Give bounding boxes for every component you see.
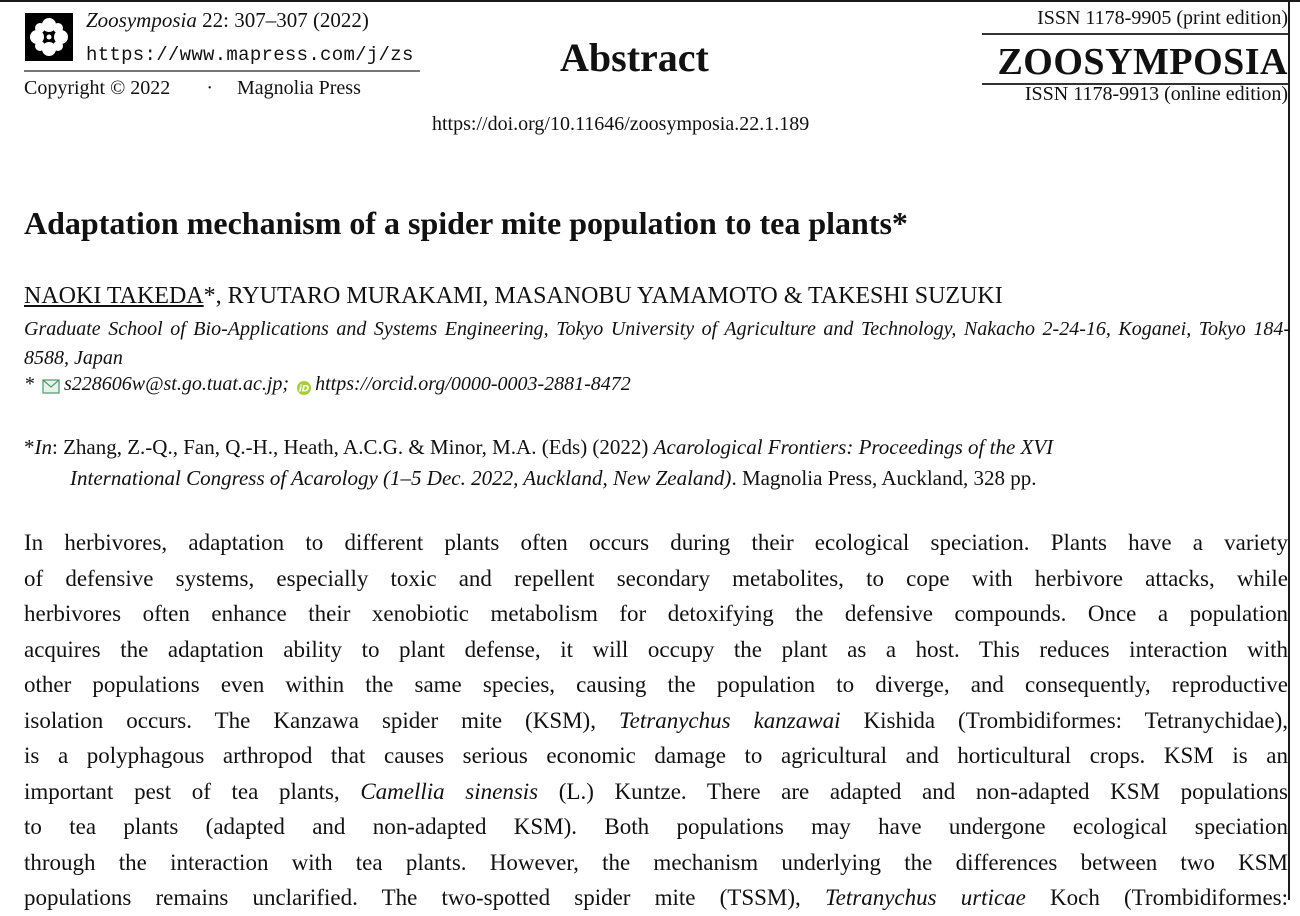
- proceedings-reference: [24, 432, 1288, 494]
- orcid-icon: [297, 378, 311, 392]
- reference-book-title-1: Acarological Frontiers: Proceedings of the XVI: [653, 435, 1054, 459]
- corresponding-author-link[interactable]: NAOKI TAKEDA: [24, 283, 204, 309]
- abstract-line: other populations even within the same species, causing the population to diverge, and consequently, reproductive: [24, 672, 1288, 697]
- reference-line-1: [24, 432, 1288, 463]
- species-name: Camellia sinensis: [360, 778, 539, 804]
- reference-star: *: [24, 435, 35, 459]
- svg-text:iD: iD: [298, 384, 310, 394]
- abstract-line: of defensive systems, especially toxic and repellent secondary metabolites, to cope with herbivore attacks, while: [24, 565, 1288, 591]
- abstract-line: acquires the adaptation ability to plant defense, it will occupy the plant as a host. This reduces interaction with: [24, 636, 1288, 662]
- reference-book-title-2: International Congress of Acarology (1–5 Dec. 2022, Auckland, New Zealand): [70, 466, 732, 490]
- citation-volume-pages: 22: 307–307 (2022): [196, 8, 369, 32]
- reference-in-label: In: [34, 435, 52, 459]
- orcid-link[interactable]: https://orcid.org/0000-0003-2881-8472: [315, 373, 631, 395]
- abstract-line: is a polyphagous arthropod that causes serious economic damage to agricultural and horticultural crops. KSM is an: [24, 743, 1288, 768]
- copyright-line: [24, 77, 361, 100]
- copyright-text: Copyright © 2022: [24, 77, 171, 99]
- abstract-line: In herbivores, adaptation to different plants often occurs during their ecological speciation. Plants have a variety: [24, 530, 1288, 555]
- author-affiliation: Graduate School of Bio-Applications and Systems Engineering, Tokyo University of Agriculture and Technology, Nakacho 2-24-16, Koganei, Tokyo 184-8588, Japan: [24, 318, 1290, 369]
- page-right-border: [1288, 0, 1290, 900]
- publisher-name: Magnolia Press: [236, 77, 361, 99]
- journal-citation: [86, 8, 369, 33]
- abstract-line: important pest of tea plants, Camellia sinensis (L.) Kuntze. There are adapted and non-adapted KSM populations: [24, 778, 1288, 804]
- email-icon: [42, 377, 60, 392]
- species-name: Tetranychus urticae: [824, 885, 1026, 910]
- reference-editors: : Zhang, Z.-Q., Fan, Q.-H., Heath, A.C.G. & Minor, M.A. (Eds) (2022): [52, 435, 654, 459]
- section-label: Abstract: [560, 35, 709, 80]
- email-link[interactable]: s228606w@st.go.tuat.ac.jp;: [64, 373, 290, 395]
- contact-star: *: [24, 373, 34, 395]
- abstract-line: populations remains unclarified. The two-spotted spider mite (TSSM), Tetranychus urticae Koch (Trombidiformes:: [24, 885, 1288, 910]
- journal-logo-icon: [25, 13, 73, 61]
- abstract-line: isolation occurs. The Kanzawa spider mite (KSM), Tetranychus kanzawai Kishida (Trombidiformes: Tetranychidae),: [24, 707, 1288, 733]
- journal-website-link[interactable]: https://www.mapress.com/j/zs: [86, 44, 414, 66]
- abstract-line: to tea plants (adapted and non-adapted KSM). Both populations may have undergone ecological speciation: [24, 814, 1288, 839]
- issn-rule-top: [982, 33, 1288, 35]
- author-list: [24, 283, 1003, 310]
- reference-publisher: . Magnolia Press, Auckland, 328 pp.: [731, 466, 1037, 490]
- species-name: Tetranychus kanzawai: [618, 707, 841, 733]
- citation-journal-name: Zoosymposia: [86, 8, 197, 32]
- issn-online: ISSN 1178-9913 (online edition): [1024, 83, 1288, 105]
- contact-line: [24, 373, 631, 396]
- abstract-line: herbivores often enhance their xenobiotic metabolism for detoxifying the defensive compounds. Once a population: [24, 601, 1288, 626]
- abstract-body: [24, 525, 1288, 916]
- journal-name: ZOOSYMPOSIA: [997, 41, 1288, 83]
- abstract-line: through the interaction with tea plants. However, the mechanism underlying the differences between two KSM: [24, 849, 1288, 875]
- reference-line-2: [24, 463, 1288, 494]
- page-top-border: [0, 0, 1300, 2]
- copyright-separator: ·: [206, 77, 213, 99]
- issn-print: ISSN 1178-9905 (print edition): [1037, 7, 1288, 29]
- doi-link[interactable]: https://doi.org/10.11646/zoosymposia.22.1.189: [432, 113, 810, 135]
- header-rule: [24, 70, 420, 72]
- article-title: Adaptation mechanism of a spider mite population to tea plants*: [24, 205, 908, 241]
- other-authors: *, RYUTARO MURAKAMI, MASANOBU YAMAMOTO & TAKESHI SUZUKI: [203, 283, 1003, 309]
